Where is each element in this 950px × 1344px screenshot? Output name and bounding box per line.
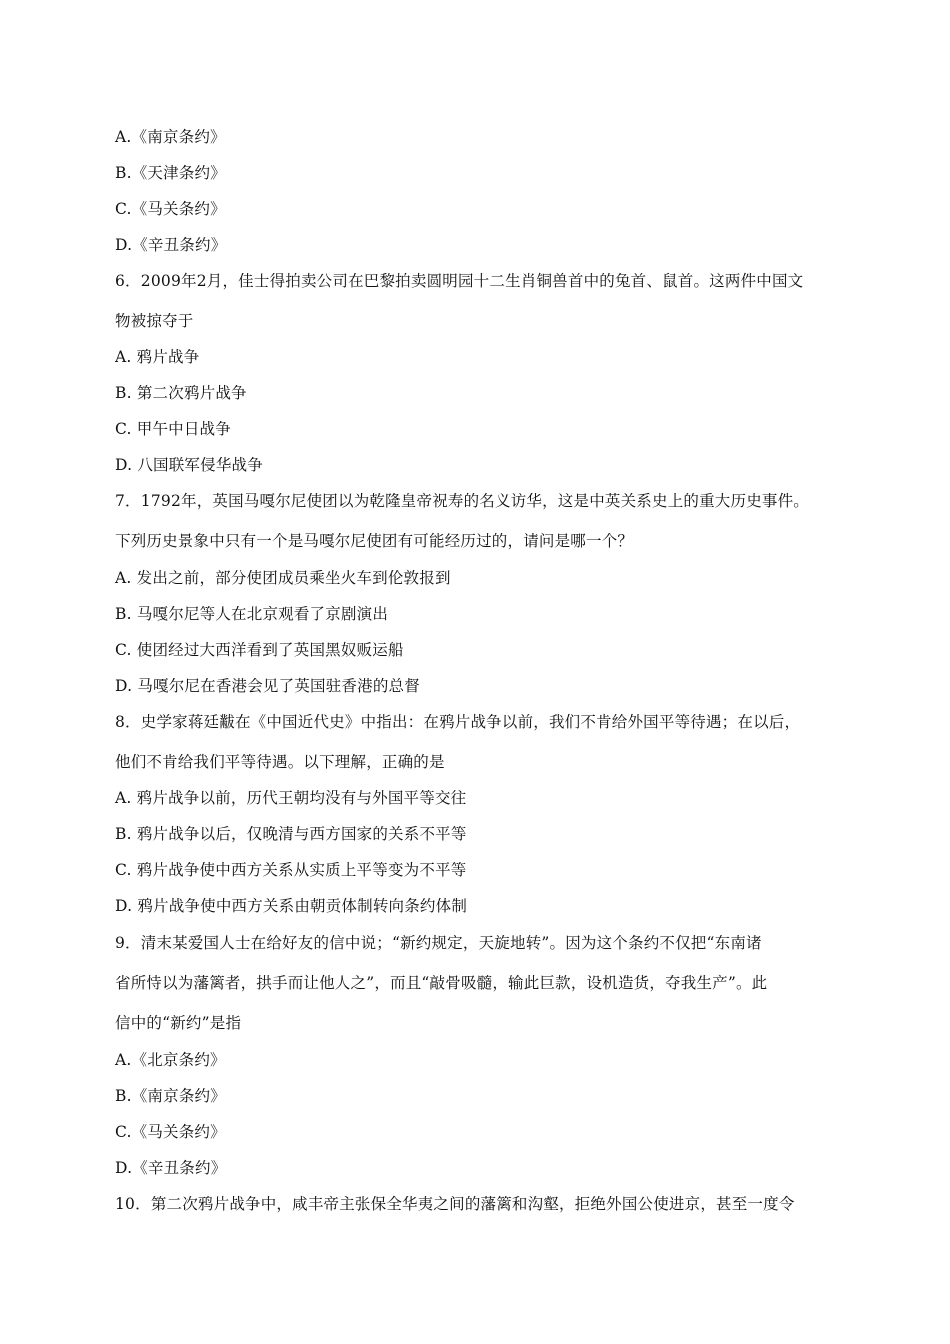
q6-option-d: D. 八国联军侵华战争: [115, 456, 263, 474]
q6-option-c: C. 甲午中日战争: [115, 420, 231, 438]
q9-stem-line3: 信中的“新约”是指: [115, 1014, 242, 1032]
q10-stem-line1: 10．第二次鸦片战争中，咸丰帝主张保全华夷之间的藩篱和沟壑，拒绝外国公使进京，甚至一度令: [115, 1195, 795, 1213]
q7-option-d: D. 马嘎尔尼在香港会见了英国驻香港的总督: [115, 677, 420, 695]
prev-option-c: C.《马关条约》: [115, 200, 226, 218]
q8-stem-line2: 他们不肯给我们平等待遇。以下理解，正确的是: [115, 753, 445, 771]
q9-option-a: A.《北京条约》: [115, 1051, 226, 1069]
q6-stem-line2: 物被掠夺于: [115, 312, 194, 330]
q7-option-a: A. 发出之前，部分使团成员乘坐火车到伦敦报到: [115, 569, 451, 587]
prev-option-a: A.《南京条约》: [115, 128, 226, 146]
q7-stem-line1: 7．1792年，英国马嘎尔尼使团以为乾隆皇帝祝寿的名义访华，这是中英关系史上的重大历史事件。: [115, 492, 810, 510]
q8-stem-line1: 8．史学家蒋廷黻在《中国近代史》中指出：在鸦片战争以前，我们不肯给外国平等待遇；在以后，: [115, 713, 801, 731]
q8-option-b: B. 鸦片战争以后，仅晚清与西方国家的关系不平等: [115, 825, 467, 843]
q8-option-a: A. 鸦片战争以前，历代王朝均没有与外国平等交往: [115, 789, 467, 807]
q9-stem-line2: 省所恃以为藩篱者，拱手而让他人之”，而且“敲骨吸髓，输此巨款，设机造货，夺我生产”。此: [115, 974, 768, 992]
q6-stem-line1: 6．2009年2月，佳士得拍卖公司在巴黎拍卖圆明园十二生肖铜兽首中的兔首、鼠首。这两件中国文: [115, 272, 804, 290]
q8-option-d: D. 鸦片战争使中西方关系由朝贡体制转向条约体制: [115, 897, 468, 915]
q6-option-b: B. 第二次鸦片战争: [115, 384, 247, 402]
q9-option-c: C.《马关条约》: [115, 1123, 226, 1141]
q7-option-c: C. 使团经过大西洋看到了英国黑奴贩运船: [115, 641, 404, 659]
prev-option-d: D.《辛丑条约》: [115, 236, 227, 254]
q9-option-b: B.《南京条约》: [115, 1087, 226, 1105]
q7-stem-line2: 下列历史景象中只有一个是马嘎尔尼使团有可能经历过的，请问是哪一个？: [115, 532, 634, 550]
q7-option-b: B. 马嘎尔尼等人在北京观看了京剧演出: [115, 605, 389, 623]
prev-option-b: B.《天津条约》: [115, 164, 226, 182]
q8-option-c: C. 鸦片战争使中西方关系从实质上平等变为不平等: [115, 861, 467, 879]
q9-option-d: D.《辛丑条约》: [115, 1159, 227, 1177]
q6-option-a: A. 鸦片战争: [115, 348, 200, 366]
q9-stem-line1: 9．清末某爱国人士在给好友的信中说；“新约规定，天旋地转”。因为这个条约不仅把“东南诸: [115, 934, 762, 952]
